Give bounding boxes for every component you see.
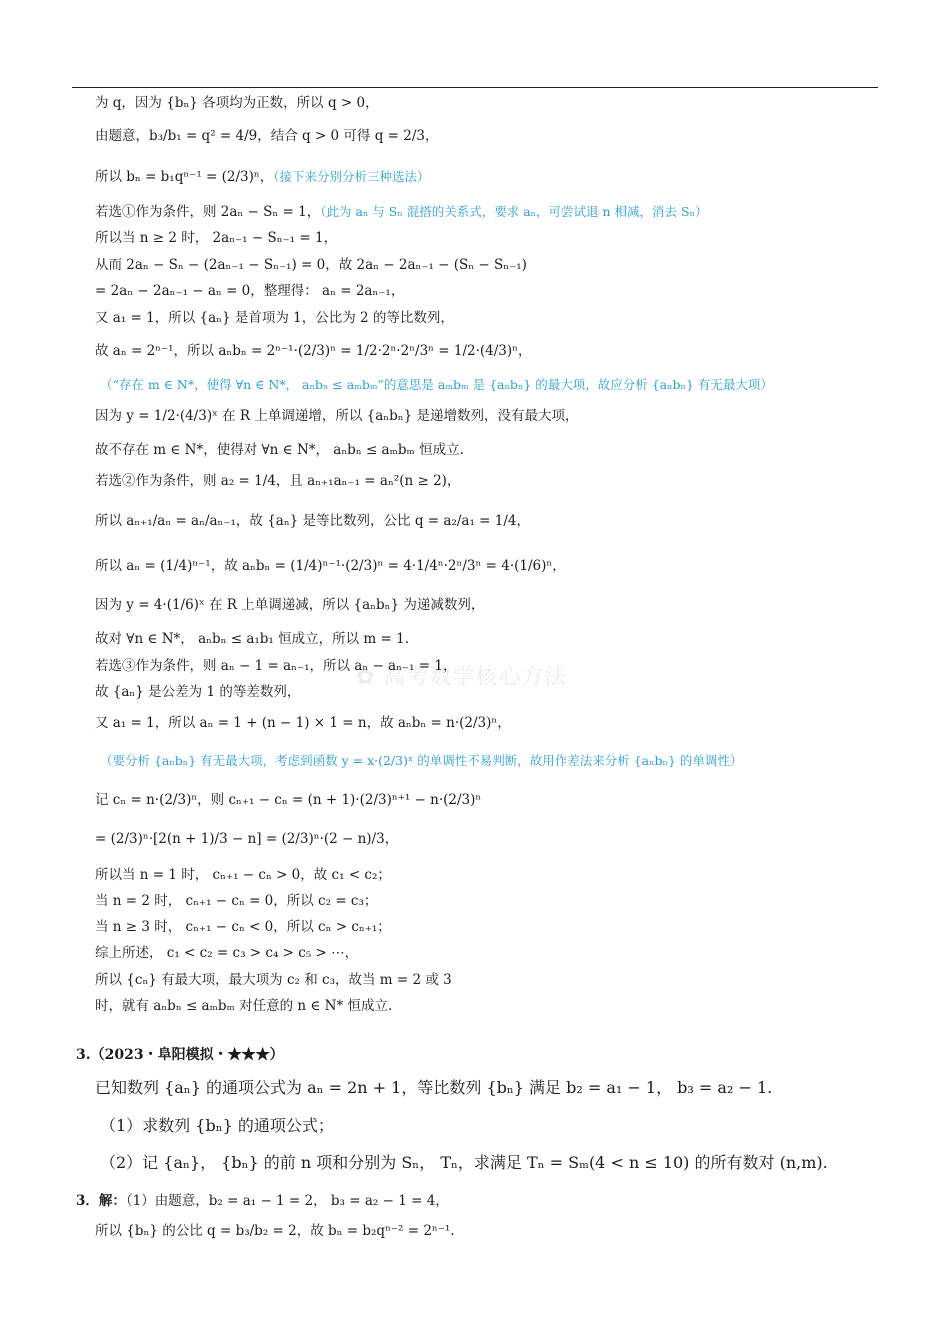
solution-line: 所以 {cₙ} 有最大项，最大项为 c₂ 和 c₃，故当 m = 2 或 3 bbox=[95, 972, 452, 988]
annotation-note: （要分析 {aₙbₙ} 有无最大项，考虑到函数 y = x·(2/3)ˣ 的单调性不易判断，故用作差法来分析 {aₙbₙ} 的单调性） bbox=[100, 753, 743, 768]
solution-line: 为 q，因为 {bₙ} 各项均为正数，所以 q > 0， bbox=[95, 95, 379, 111]
solution-line: 时，就有 aₙbₙ ≤ aₘbₘ 对任意的 n ∈ N* 恒成立. bbox=[95, 998, 393, 1014]
annotation-note: （接下来分别分析三种选法） bbox=[273, 169, 430, 184]
solution-line bbox=[100, 376, 773, 394]
annotation-note: （此为 aₙ 与 Sₙ 混搭的关系式，要求 aₙ，可尝试退 n 相减，消去 Sₙ） bbox=[320, 204, 708, 219]
solution-line: = (2/3)ⁿ·[2(n + 1)/3 − n] = (2/3)ⁿ·(2 − n)/3， bbox=[95, 831, 399, 847]
solution-line: 故对 ∀n ∈ N*， aₙbₙ ≤ a₁b₁ 恒成立，所以 m = 1. bbox=[95, 631, 409, 647]
solution-line: 又 a₁ = 1，所以 {aₙ} 是首项为 1，公比为 2 的等比数列， bbox=[95, 310, 454, 326]
solution-line: 由题意，b₃/b₁ = q² = 4/9，结合 q > 0 可得 q = 2/3， bbox=[95, 128, 439, 144]
solution-line: 故 {aₙ} 是公差为 1 的等差数列， bbox=[95, 684, 301, 700]
solution-line: 若选③作为条件，则 aₙ − 1 = aₙ₋₁，所以 aₙ − aₙ₋₁ = 1， bbox=[95, 658, 457, 674]
solution-line: = 2aₙ − 2aₙ₋₁ − aₙ = 0，整理得： aₙ = 2aₙ₋₁， bbox=[95, 283, 405, 299]
solution-line: 当 n ≥ 3 时， cₙ₊₁ − cₙ < 0，所以 cₙ > cₙ₊₁； bbox=[95, 919, 391, 935]
solution-line: 所以 aₙ = (1/4)ⁿ⁻¹，故 aₙbₙ = (1/4)ⁿ⁻¹·(2/3)ⁿ = 4·1/4ⁿ·2ⁿ/3ⁿ = 4·(1/6)ⁿ， bbox=[95, 558, 566, 574]
answer-label: 3．解： bbox=[76, 1193, 126, 1209]
solution-line bbox=[100, 752, 742, 770]
solution-line: 当 n = 2 时， cₙ₊₁ − cₙ = 0，所以 c₂ = c₃； bbox=[95, 893, 378, 909]
watermark: ✿ 高考数学核心方法 bbox=[356, 665, 568, 690]
annotation-note: （“存在 m ∈ N*，使得 ∀n ∈ N*， aₙbₙ ≤ aₘbₘ”的意思是 aₘbₘ 是 {aₙbₙ} 的最大项，故应分析 {aₙbₙ} 有无最大项） bbox=[100, 377, 773, 392]
solution-line: 故 aₙ = 2ⁿ⁻¹，所以 aₙbₙ = 2ⁿ⁻¹·(2/3)ⁿ = 1/2·2ⁿ·2ⁿ/3ⁿ = 1/2·(4/3)ⁿ， bbox=[95, 343, 532, 359]
solution-line: 因为 y = 1/2·(4/3)ˣ 在 R 上单调递增，所以 {aₙbₙ} 是递增数列，没有最大项， bbox=[95, 408, 579, 424]
answer-line: 3．解：（1）由题意，b₂ = a₁ − 1 = 2， b₃ = a₂ − 1 = 4， bbox=[76, 1193, 449, 1209]
solution-line: 若选①作为条件，则 2aₙ − Sₙ = 1，（此为 aₙ 与 Sₙ 混搭的关系式，要求 aₙ，可尝试退 n 相减，消去 Sₙ） bbox=[95, 204, 708, 220]
solution-line: 所以当 n ≥ 2 时， 2aₙ₋₁ − Sₙ₋₁ = 1， bbox=[95, 230, 338, 246]
header-rule bbox=[72, 87, 878, 88]
solution-line: 所以 bₙ = b₁qⁿ⁻¹ = (2/3)ⁿ，（接下来分别分析三种选法） bbox=[95, 169, 430, 185]
solution-line: 从而 2aₙ − Sₙ − (2aₙ₋₁ − Sₙ₋₁) = 0，故 2aₙ − 2aₙ₋₁ − (Sₙ − Sₙ₋₁) bbox=[95, 257, 527, 273]
solution-line: 又 a₁ = 1，所以 aₙ = 1 + (n − 1) × 1 = n，故 aₙbₙ = n·(2/3)ⁿ， bbox=[95, 715, 511, 731]
question-stem: 已知数列 {aₙ} 的通项公式为 aₙ = 2n + 1，等比数列 {bₙ} 满足 b₂ = a₁ − 1， b₃ = a₂ − 1. bbox=[95, 1078, 773, 1097]
solution-line: 综上所述， c₁ < c₂ = c₃ > c₄ > c₅ > ⋯， bbox=[95, 945, 359, 961]
solution-line: 若选②作为条件，则 a₂ = 1/4，且 aₙ₊₁aₙ₋₁ = aₙ²(n ≥ 2)， bbox=[95, 473, 461, 489]
question-part-2: （2）记 {aₙ}， {bₙ} 的前 n 项和分别为 Sₙ， Tₙ，求满足 Tₙ = Sₘ(4 < n ≤ 10) 的所有数对 (n,m). bbox=[100, 1153, 828, 1172]
solution-line: 所以 aₙ₊₁/aₙ = aₙ/aₙ₋₁，故 {aₙ} 是等比数列，公比 q = a₂/a₁ = 1/4， bbox=[95, 513, 530, 529]
answer-line: 所以 {bₙ} 的公比 q = b₃/b₂ = 2，故 bₙ = b₂qⁿ⁻² = 2ⁿ⁻¹. bbox=[95, 1223, 455, 1239]
solution-line: 因为 y = 4·(1/6)ˣ 在 R 上单调递减，所以 {aₙbₙ} 为递减数列， bbox=[95, 597, 485, 613]
solution-line: 所以当 n = 1 时， cₙ₊₁ − cₙ > 0，故 c₁ < c₂； bbox=[95, 867, 391, 883]
solution-line: 故不存在 m ∈ N*，使得对 ∀n ∈ N*， aₙbₙ ≤ aₘbₘ 恒成立. bbox=[95, 442, 464, 458]
solution-line: 记 cₙ = n·(2/3)ⁿ，则 cₙ₊₁ − cₙ = (n + 1)·(2/3)ⁿ⁺¹ − n·(2/3)ⁿ bbox=[95, 792, 482, 808]
question-header: 3.（2023・阜阳模拟・★★★） bbox=[76, 1047, 284, 1063]
question-part-1: （1）求数列 {bₙ} 的通项公式； bbox=[100, 1116, 334, 1135]
